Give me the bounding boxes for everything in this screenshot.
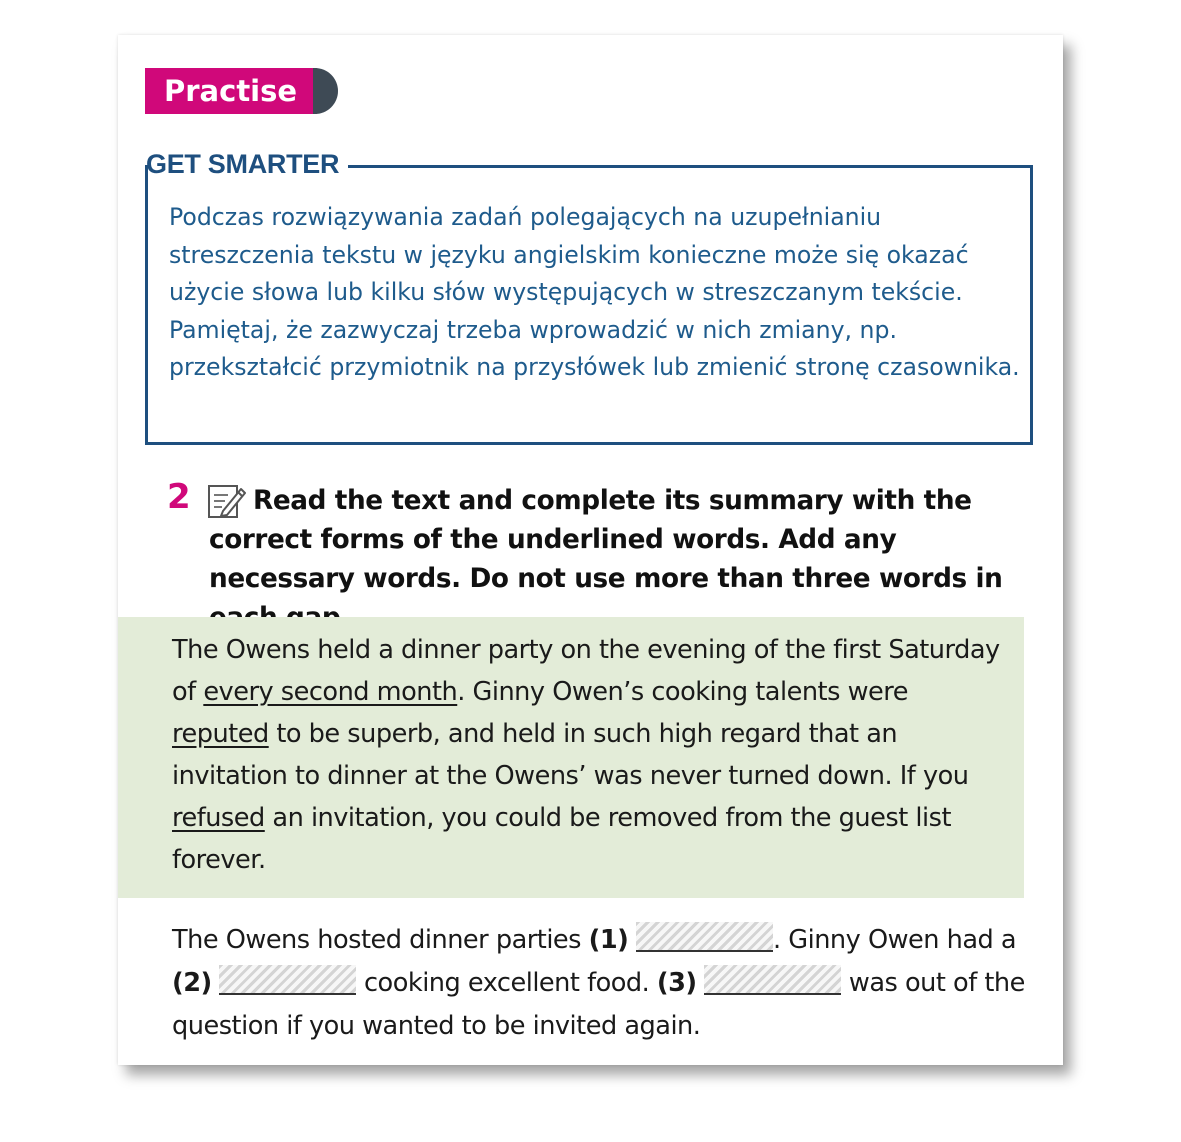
practise-tag-label: Practise xyxy=(145,68,317,114)
gap-3-field[interactable] xyxy=(704,965,841,995)
exercise-instruction: Read the text and complete its summary with the correct forms of the underlined words. Add any necessary words. Do not use more than three words in xyxy=(209,486,1003,594)
gap-2-field[interactable] xyxy=(219,965,356,995)
gap-number: (1) xyxy=(588,925,629,955)
practise-tag-tab xyxy=(313,68,338,114)
practise-tag xyxy=(145,68,338,114)
underlined-word: refused xyxy=(172,803,265,833)
reading-passage: The Owens held a dinner party on the evening of the first Saturday of every second month. Ginny Owen’s cooking talents were reputed to be superb, and held in such high regard that an invitation to dinner at the Owens’ was never turned down. If you refused an invitation, you could be removed from the guest list forever. xyxy=(172,635,1000,875)
get-smarter-title: GET SMARTER xyxy=(146,149,340,179)
get-smarter-text: Podczas rozwiązywania zadań polegających na uzupełnianiu streszczenia tekstu w języku angielskim konieczne może się okazać użycie słowa lub kilku słów występujących w streszczanym tekście. Pamiętaj, że zazwyczaj trzeba wprowadzić w nich zmiany, np. przekształcić przymiotnik na przysłówek lub zmienić stronę czasownika. xyxy=(169,203,1020,382)
gap-1-field[interactable] xyxy=(636,922,773,952)
underlined-word: every second month xyxy=(203,677,458,707)
underlined-word: reputed xyxy=(172,719,269,749)
gap-number: (3) xyxy=(656,968,697,998)
gap-number: (2) xyxy=(172,968,212,998)
summary-text: The Owens hosted dinner parties (1) . Ginny Owen had a (2) cooking excellent food. (3) was out of the question if you wanted to be invited again. xyxy=(172,919,1032,1048)
exercise-number: 2 xyxy=(167,477,191,517)
